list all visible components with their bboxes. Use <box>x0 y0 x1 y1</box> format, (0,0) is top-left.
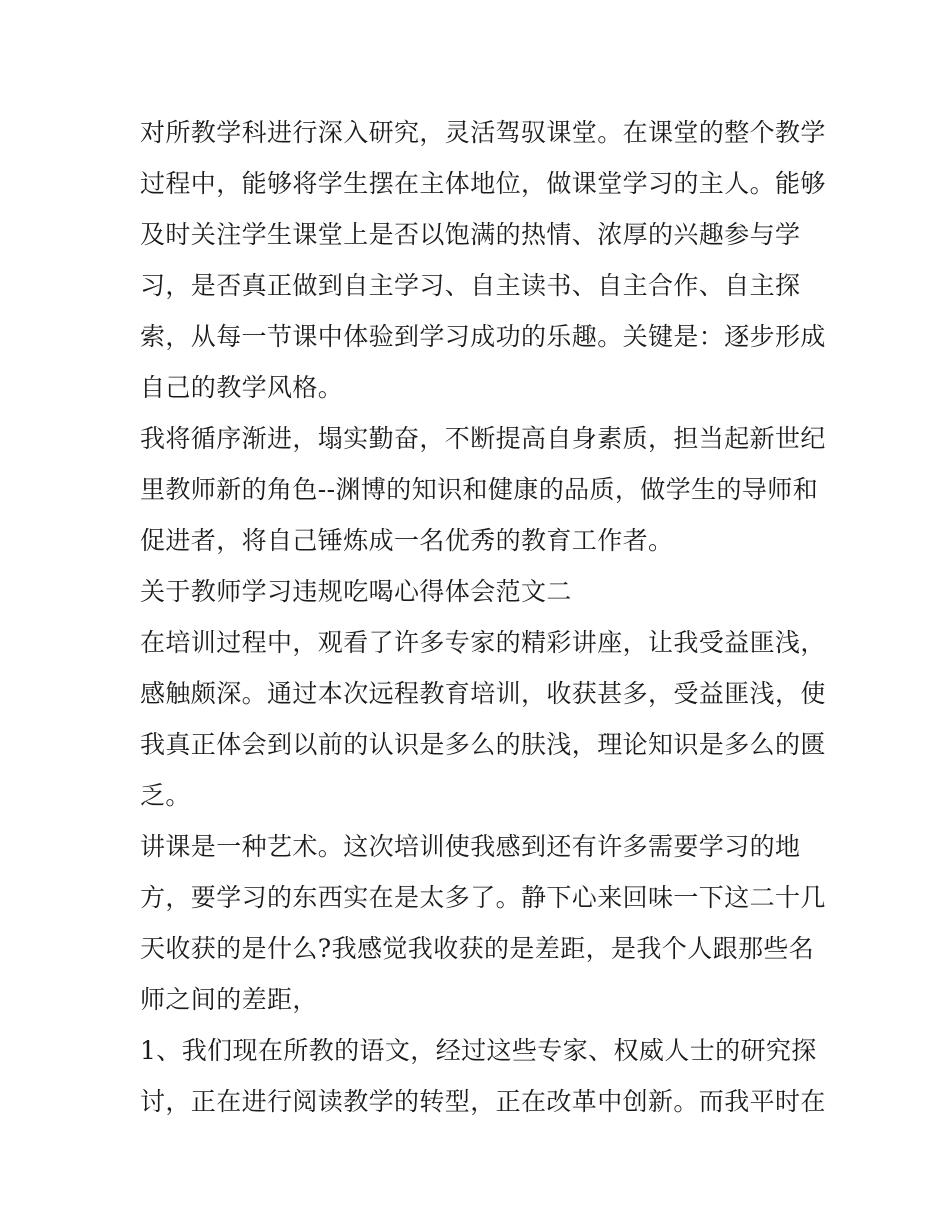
text-line: 乏。 <box>140 781 191 810</box>
text-line: 方，要学习的东西实在是太多了。静下心来回味一下这二十几 <box>140 883 826 912</box>
text-line: 讲课是一种艺术。这次培训使我感到还有许多需要学习的地 <box>140 832 801 861</box>
text-line: 我真正体会到以前的认识是多么的肤浅，理论知识是多么的匮 <box>140 730 826 759</box>
section-heading: 关于教师学习违规吃喝心得体会范文二 <box>140 577 572 606</box>
text-line: 讨，正在进行阅读教学的转型，正在改革中创新。而我平时在 <box>140 1087 826 1116</box>
text-line: 师之间的差距， <box>140 985 318 1014</box>
body-text <box>140 107 826 1127</box>
text-line: 在培训过程中，观看了许多专家的精彩讲座，让我受益匪浅， <box>140 628 826 657</box>
text-line: 促进者，将自己锤炼成一名优秀的教育工作者。 <box>140 526 674 555</box>
text-line: 感触颇深。通过本次远程教育培训，收获甚多，受益匪浅，使 <box>140 679 826 708</box>
text-line: 索，从每一节课中体验到学习成功的乐趣。关键是：逐步形成 <box>140 322 826 351</box>
text-line: 过程中，能够将学生摆在主体地位，做课堂学习的主人。能够 <box>140 169 826 198</box>
text-line: 里教师新的角色--渊博的知识和健康的品质，做学生的导师和 <box>140 475 819 504</box>
text-line: 我将循序渐进，塌实勤奋，不断提高自身素质，担当起新世纪 <box>140 424 826 453</box>
text-line: 自己的教学风格。 <box>140 373 344 402</box>
text-line: 天收获的是什么?我感觉我收获的是差距，是我个人跟那些名 <box>140 934 815 963</box>
text-line: 习，是否真正做到自主学习、自主读书、自主合作、自主探 <box>140 271 801 300</box>
text-line: 对所教学科进行深入研究，灵活驾驭课堂。在课堂的整个教学 <box>140 118 826 147</box>
text-line: 及时关注学生课堂上是否以饱满的热情、浓厚的兴趣参与学 <box>140 220 801 249</box>
list-item: 1、我们现在所教的语文，经过这些专家、权威人士的研究探 <box>140 1036 817 1065</box>
